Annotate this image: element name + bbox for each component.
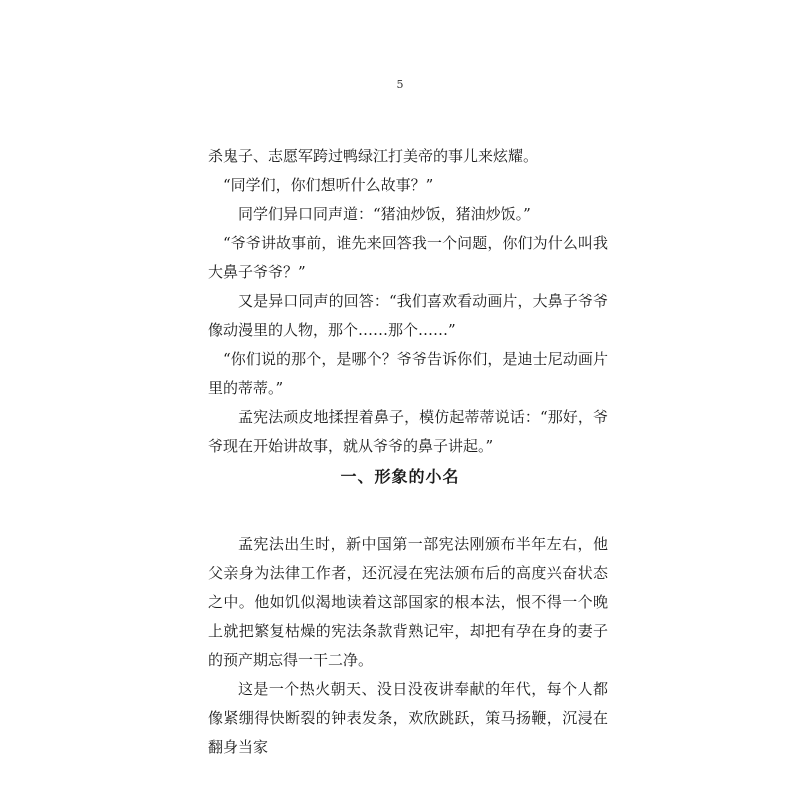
paragraph: 同学们异口同声道：“猪油炒饭，猪油炒饭。”	[238, 205, 531, 223]
paragraph: 这是一个热火朝天、没日没夜讲奉献的年代，每个人都像紧绷得快断裂的钟表发条，欢欣跳跃，策马扬鞭，沉浸在翻身当家	[208, 680, 608, 756]
paragraph: 杀鬼子、志愿军跨过鸭绿江打美帝的事儿来炫耀。	[208, 147, 539, 165]
paragraph: 孟宪法顽皮地揉捏着鼻子，模仿起蒂蒂说话：“那好，爷爷现在开始讲故事，就从爷爷的鼻子讲起。”	[208, 408, 608, 455]
page-number: 5	[396, 78, 404, 91]
paragraph: “同学们，你们想听什么故事？”	[223, 176, 434, 194]
paragraph: 孟宪法出生时，新中国第一部宪法刚颁布半年左右，他父亲身为法律工作者，还沉浸在宪法颁布后的高度兴奋状态之中。他如饥似渴地读着这部国家的根本法，恨不得一个晚上就把繁复枯燥的宪法条款背熟记牢，却把有孕在身的妻子的预产期忘得一干二净。	[208, 535, 608, 669]
upper-text-block	[208, 142, 608, 461]
paragraph: “爷爷讲故事前，谁先来回答我一个问题，你们为什么叫我大鼻子爷爷？”	[208, 234, 608, 281]
paragraph: “你们说的那个，是哪个？爷爷告诉你们，是迪士尼动画片里的蒂蒂。”	[208, 350, 608, 397]
paragraph: 又是异口同声的回答：“我们喜欢看动画片，大鼻子爷爷像动漫里的人物，那个……那个……”	[208, 292, 608, 339]
lower-text-block	[208, 530, 608, 762]
section-heading: 一、形象的小名	[340, 467, 460, 486]
